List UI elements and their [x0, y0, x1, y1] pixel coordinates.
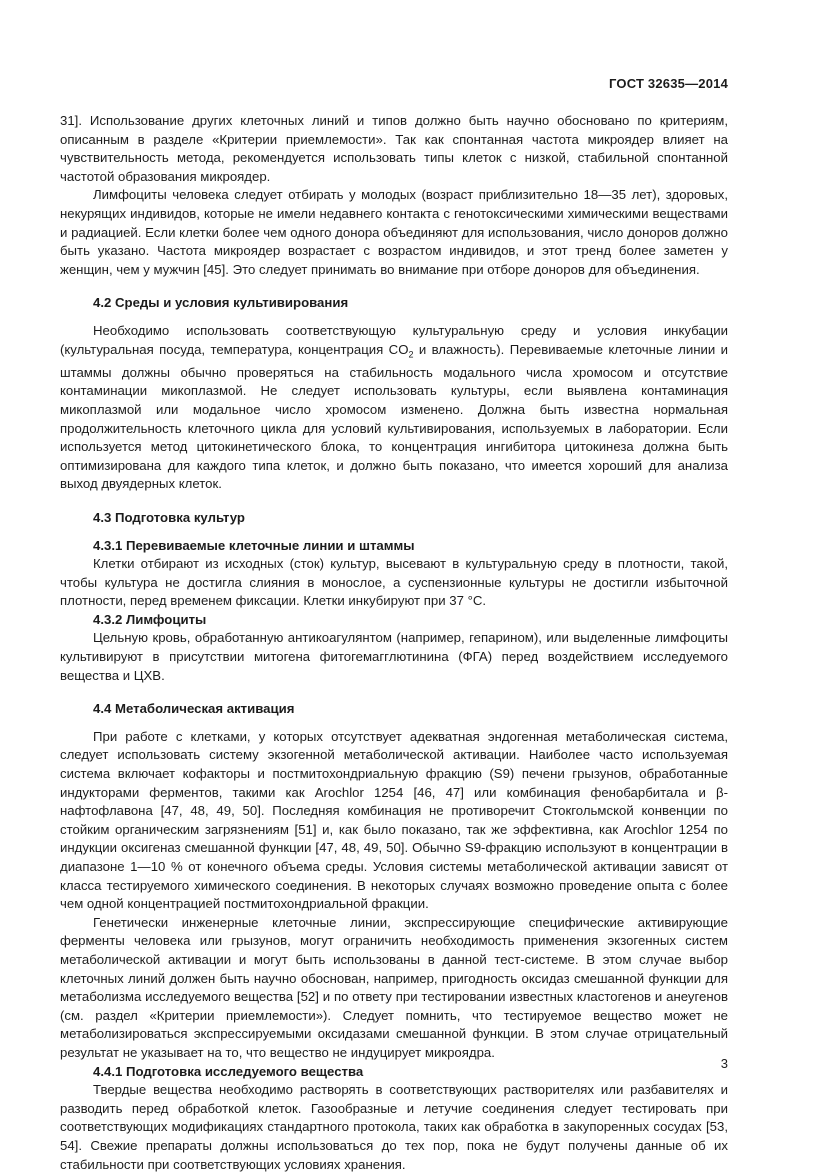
paragraph: 31]. Использование других клеточных линий и типов должно быть научно обосновано по критериям, описанным в разделе «Критерии приемлемости». Так как спонтанная частота микроядер влияет на чувствительность метода, рекомендуется использовать типы клеток с низкой, стабильной спонтанной частотой образования микроядер. [60, 113, 728, 184]
paragraph: Цельную кровь, обработанную антикоагулянтом (например, гепарином), или выделенные лимфоциты культивируют в присутствии митогена фитогемагглютинина (ФГА) перед воздействием исследуемого вещества и ЦХВ. [60, 630, 728, 683]
paragraph: При работе с клетками, у которых отсутствует адекватная эндогенная метаболическая система, следует использовать систему экзогенной метаболической активации. Наиболее часто используемая система включает кофакторы и постмитохондриальную фракцию (S9) печени грызунов, обработанные индукторами ферментов, такими как Arochlor 1254 [46, 47] или комбинация фенобарбитала и β-нафтофлавона [47, 48, 49, 50]. Последняя комбинация не противоречит Стокгольмской конвенции по стойким органическим загрязнениям [51] и, как было показано, так же эффективна, как Arochlor 1254 по индукции оксигеназ смешанной функции [47, 48, 49, 50]. Обычно S9-фракцию используют в концентрации в диапазоне 1—10 % от конечного объема среды. Условия системы метаболической активации зависят от класса тестируемого химического соединения. В некоторых случаях возможно проведение опыта с более чем одной концентрацией постмитохондриальной фракции. [60, 728, 728, 912]
paragraph: Твердые вещества необходимо растворять в соответствующих растворителях или разбавителях и разводить перед обработкой клеток. Газообразные и летучие соединения следует тестировать при соответствующих модификациях стандартного протокола, таких как обработка в закупоренных сосудах [53, 54]. Свежие препараты должны использоваться до тех пор, пока не будут получены данные об их стабильности при соответствующих условиях хранения. [60, 1082, 728, 1172]
text-run: Необходимо использовать соответствующую культуральную среду и условия инкубации (культуральная посуда, температура, концентрация CO [60, 322, 728, 357]
section-heading-4-3: 4.3 Подготовка культур [93, 509, 245, 525]
paragraph: Лимфоциты человека следует отбирать у молодых (возраст приблизительно 18—35 лет), здоровых, некурящих индивидов, которые не имели недавнего контакта с генотоксическими химическими веществами и радиацией. Если клетки более чем одного донора объединяют для использования, число доноров должно быть указано. Частота микроядер возрастает с возрастом индивидов, и этот тренд более заметен у женщин, чем у мужчин [45]. Это следует принимать во внимание при отборе доноров для объединения. [60, 187, 728, 277]
subsection-heading-4-3-2: 4.3.2 Лимфоциты [93, 611, 207, 627]
document-body [60, 112, 728, 1174]
text-run: и влажность). Перевиваемые клеточные линии и штаммы должны обычно проверяться на стабильность модального числа хромосом и отсутствие контаминации микоплазмой. Не следует использовать культуры, если выявлена контаминация микоплазмой или модальное число хромосом изменено. Должна быть известна нормальная продолжительность клеточного цикла для условий культивирования, используемых в лаборатории. Если используется метод цитокинетического блока, то концентрация ингибитора цитокинеза должна быть оптимизирована для каждого типа клеток, и должно быть показано, что имеется хороший для анализа выход двуядерных клеток. [60, 341, 728, 492]
page-number: 3 [720, 1056, 728, 1071]
paragraph: Клетки отбирают из исходных (сток) культур, высевают в культуральную среду в плотности, такой, чтобы культура не достигла слияния в монослое, а суспензионные культуры не достигли избыточной плотности, перед временем фиксации. Клетки инкубируют при 37 °С. [60, 556, 728, 609]
subscript: 2 [408, 349, 414, 360]
paragraph [60, 322, 728, 494]
subsection-heading-4-4-1: 4.4.1 Подготовка исследуемого вещества [93, 1063, 364, 1079]
document-code: ГОСТ 32635—2014 [609, 76, 728, 91]
paragraph: Генетически инженерные клеточные линии, экспрессирующие специфические активирующие ферменты человека или грызунов, могут ограничить необходимость применения экзогенных систем метаболической активации и могут быть использованы в данной тест-системе. В этом случае выбор клеточных линий должен быть научно обоснован, например, пригодность оксидаз смешанной функции для метаболизма исследуемого вещества [52] и по ответу при тестировании известных кластогенов и анеугенов (см. раздел «Критерии приемлемости»). Следует помнить, что тестируемое вещество может не метаболизироваться экспрессируемыми оксидазами смешанной функции. В этом случае отрицательный результат не указывает на то, что вещество не индуцирует микроядра. [60, 914, 728, 1060]
section-heading-4-4: 4.4 Метаболическая активация [93, 701, 295, 717]
section-heading-4-2: 4.2 Среды и условия культивирования [93, 295, 349, 311]
subsection-heading-4-3-1: 4.3.1 Перевиваемые клеточные линии и штаммы [93, 537, 415, 553]
